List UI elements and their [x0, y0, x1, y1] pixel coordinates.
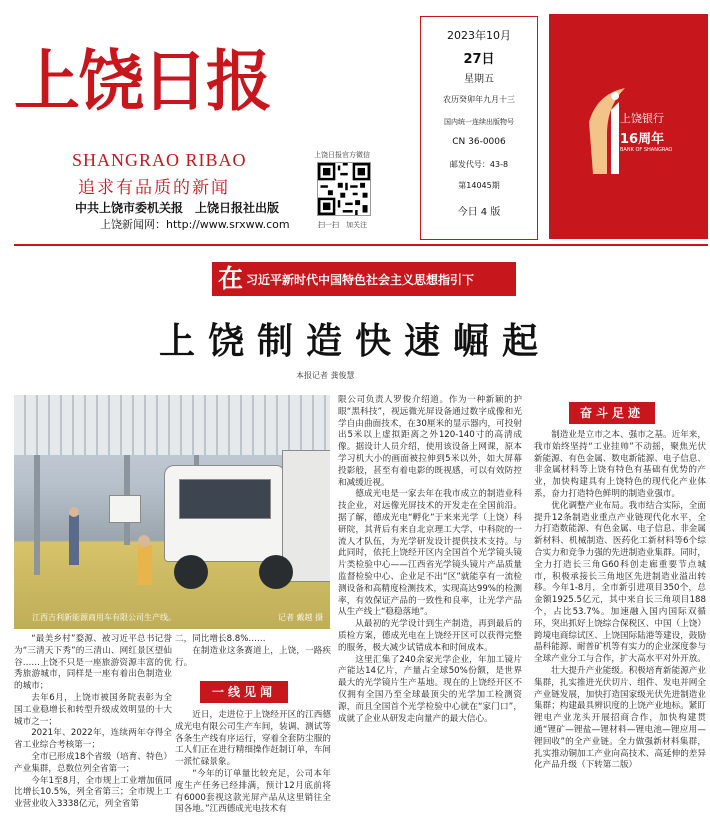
- banner-big-char: 在: [218, 264, 244, 293]
- bank-logo-icon: [549, 14, 708, 239]
- paragraph: 德成光电是一家去年在我市成立的制造业科技企业，对远像光屏技术的开发走在全国前沿。据了解，德成光电“孵化”于来来光学（上饶）科研院，其背后有来自北京理工大学、中科院的一流人才队伍，为光学研发设计提供技术支持。与此同时，依托上饶经开区内全国首个光学镜头镜片类检验中心——江西省光学镜头镜片产品质量监督检验中心、企业足不出“区”就能享有一流检测设备和高精度检测技术，实现高达99%的检测率，有效保证产品的一致性和良率，让光学产品从生产线上“稳稳落地”。: [338, 489, 522, 618]
- paragraph: 限公司负责人罗俊介绍道。作为一种新颖的护眼“黑科技”，视远微光屏设备通过数字成像和光学自由曲面技术，在30厘米的显示器内，可投射出5米以上虚拟距离之外120-140寸的高清成像。据设计人员介绍，使用该设备上网课，原本学习机大小的画面被拉伸到5米以外，如大屏幕投影般，甚至有着电影的既视感，可以有效防控和减缓近视。: [338, 395, 522, 488]
- cn-label: 国内统一连续出版物号: [444, 118, 514, 126]
- paragraph: 壮大提升产业能级。积极培育新能源产业集群，扎实推进光伏切片、组件、发电并网全产业链发展，加快打造国家级光伏先进制造业集群；构建最具辨识度的上饶产业地标。紧盯锂电产业龙头开展招商合作，加快构建贯通“锂矿—锂盐—锂材料—锂电池—锂应用—锂回收”的全产业链。全力做强新材料集群，扎实推动铜加工产业向高技术、高延伸的差异化产品升级（下转第二版）: [534, 665, 706, 771]
- issue-number: 第14045期: [458, 181, 500, 190]
- date-lunar: 农历癸卯年九月十三: [443, 95, 515, 104]
- date-weekday: 星期五: [464, 74, 494, 85]
- paragraph: 这里汇集了240余家光学企业，年加工镜片产能达14亿片，产量占全球50%份额，是世界最大的光学镜片生产基地。现在的上饶经开区不仅拥有全国乃至全球最顶尖的光学加工检测资源，而且全国首个光学检验中心就在“家门口”，成就了企业从研发走向量产的最大信心。: [338, 654, 522, 724]
- bank-name: 上饶银行: [620, 112, 664, 125]
- bank-english-name: BANK OF SHANGRAO: [620, 147, 673, 153]
- paragraph: “今年的订单量比较充足，公司本年度生产任务已经排满，预计12月底前将有6000套视这款光屏产品从这里销往全国各地。”江西德成光电技术有: [175, 768, 331, 815]
- paragraph: 2021年、2022年，连续两年夺得全省工业综合考核第一；: [14, 728, 172, 751]
- postal-code: 邮发代号：43-8: [449, 160, 509, 169]
- paragraph: 在制造业这条赛道上，上饶，一路疾行。: [175, 645, 331, 668]
- article-column-4: [534, 430, 706, 772]
- banner-text: 习近平新时代中国特色社会主义思想指引下: [246, 273, 475, 287]
- date-day: 27日: [463, 52, 495, 67]
- article-column-2-top: [175, 634, 331, 669]
- masthead-website[interactable]: 上饶新闻网：http://www.srxww.com: [100, 218, 290, 231]
- photo-credit: 记者 戴越 摄: [278, 613, 324, 622]
- qr-title: 上饶日报官方微信: [314, 151, 370, 159]
- masthead-slogan: 追求有品质的新闻: [78, 178, 230, 198]
- article-column-1: [14, 634, 172, 811]
- paragraph: 去年6月，上饶市被国务院表彰为全国工业稳增长和转型升级成效明显的十大城市之一；: [14, 692, 172, 727]
- masthead-rule: [14, 244, 708, 246]
- subheading-frontline: 一线见闻: [200, 681, 288, 703]
- qr-code-icon[interactable]: [317, 162, 371, 216]
- paragraph: 全市已形成18个省级（培育、特色）产业集群，总数位列全省第一；: [14, 751, 172, 774]
- photo-caption: 江西吉利新能源商用车有限公司生产线。: [32, 613, 176, 622]
- paragraph: 优化调整产业布局。我市结合实际，全面提升12条制造业重点产业链现代化水平，全力打造数能源、有色金属、电子信息、非金属新材料、机械制造、医药化工新材料等6个综合实力和竞争力强的先进制造业集群。同时，全力打造长三角G60科创走廊重要节点城市，积极承接长三角地区先进制造业溢出转移。今年1-8月，全市新引进项目350个，总金额1925.5亿元，其中来自长三角项目188个，占比53.7%。加速融入国内国际双循环，突出抓好上饶综合保税区、中国（上饶）跨境电商综试区、上饶国际陆港等建设，鼓励晶科能源、耐普矿机等有实力的企业深度参与全球产业分工与合作，扩大高水平对外开放。: [534, 500, 706, 665]
- masthead-host: 中共上饶市委机关报 上饶日报社出版: [75, 201, 280, 215]
- article-headline: 上饶制造快速崛起: [158, 321, 551, 362]
- bank-anniversary: 16周年: [620, 132, 665, 147]
- date-box: [420, 16, 538, 240]
- article-column-2-bottom: [175, 710, 331, 816]
- paragraph: 制造业是立市之本、强市之基。近年来，我市始终坚持“工业挂帅”不动摇，聚焦光伏新能源、有色金属、数电新能源、电子信息、非金属材料等上饶有特色有基础有优势的产业，加快构建具有上饶特色的现代化产业体系，奋力打造特色鲜明的制造业强市。: [534, 430, 706, 499]
- paragraph: 从最初的光学设计到生产制造，再到最后的质检方案，德成光电在上饶经开区可以获得完整的服务，极大减少试错成本和时间成本。: [338, 619, 522, 653]
- paragraph: 二，同比增长8.8%……: [175, 634, 266, 644]
- subheading-struggle: 奋斗足迹: [569, 402, 655, 424]
- paragraph: 近日，走进位于上饶经开区的江西德成光电有限公司生产车间，装调、测试等各条生产线有序运行，穿着全套防尘服的工人们正在进行精细操作赶制订单，车间一派忙碌景象。: [175, 710, 331, 768]
- masthead-pinyin: SHANGRAO RIBAO: [72, 150, 247, 170]
- bank-advert[interactable]: [549, 14, 708, 239]
- masthead-title: 上饶日报: [14, 42, 270, 120]
- cn-number: CN 36-0006: [452, 137, 506, 147]
- article-byline: 本报记者 龚俊慧: [296, 371, 355, 380]
- page-count: 今日 4 版: [457, 207, 501, 218]
- article-column-3: [338, 395, 522, 725]
- paragraph: 今年1至8月，全市规上工业增加值同比增长10.5%，列全省第三；全市规上工业营业收入3338亿元，列全省第: [14, 775, 172, 810]
- paragraph: “最美乡村”婺源、被习近平总书记誉为“三清天下秀”的三清山、网红景区望仙谷……上饶不只是一座旅游资源丰富的优秀旅游城市，同样是一座有着出色制造业的城市；: [14, 634, 172, 692]
- qr-caption: 扫一扫 加关注: [318, 221, 367, 229]
- factory-photo: [14, 395, 330, 629]
- date-year-month: 2023年10月: [447, 29, 511, 42]
